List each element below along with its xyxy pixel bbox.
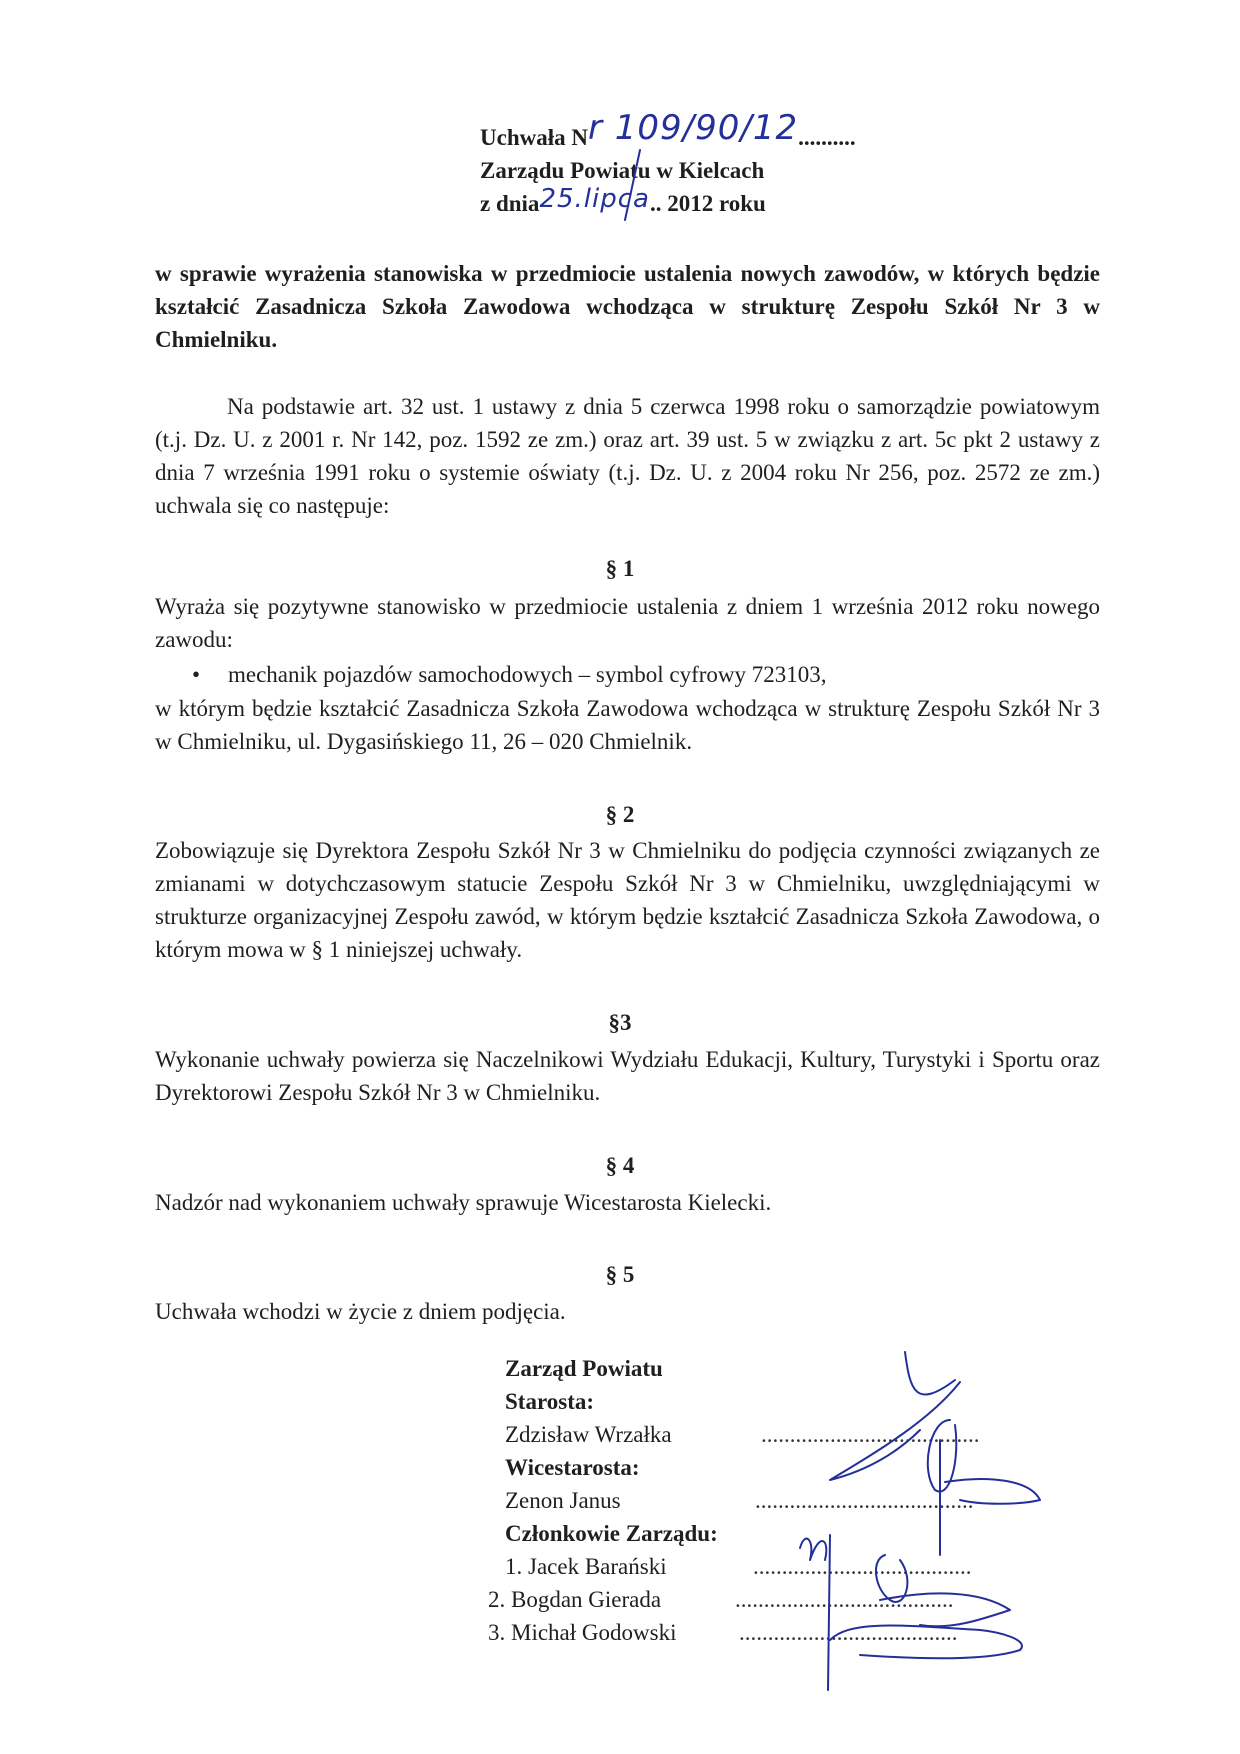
section-5-text: Uchwała wchodzi w życie z dniem podjęcia. bbox=[155, 1299, 566, 1324]
signature-line-starosta: ...................................... bbox=[761, 1422, 980, 1447]
section-5-heading: § 5 bbox=[605, 1262, 635, 1287]
date-line bbox=[480, 184, 900, 220]
starosta-name: Zdzisław Wrzałka bbox=[505, 1422, 672, 1447]
section-1-heading: § 1 bbox=[605, 556, 635, 581]
signature-line-member-2: ...................................... bbox=[735, 1587, 954, 1612]
date-prefix: z dnia bbox=[480, 191, 540, 216]
section-4-heading: § 4 bbox=[605, 1153, 635, 1178]
section-1-text: Wyraża się pozytywne stanowisko w przedmiocie ustalenia z dniem 1 września 2012 roku nowego zawodu: bbox=[155, 594, 1100, 652]
signature-block bbox=[488, 1352, 980, 1649]
handwritten-date: 25.lipca bbox=[539, 184, 650, 214]
resolution-number-dots: .......... bbox=[798, 125, 856, 150]
section-3-heading: §3 bbox=[608, 1010, 632, 1035]
bullet-icon: • bbox=[192, 662, 201, 687]
section-1-bullet bbox=[192, 658, 827, 691]
resolution-number-prefix: Uchwała N bbox=[480, 125, 588, 150]
member-1-row bbox=[505, 1550, 972, 1583]
section-2-text: Zobowiązuje się Dyrektora Zespołu Szkół Nr 3 w Chmielniku do podjęcia czynności związanych ze zmianami w dotychczasowym statucie Zespołu Szkół Nr 3 w Chmielniku, uwzględniającymi w strukturze organizacyjnej Zespołu zawód, w którym będzie kształcić Zasadnicza Szkoła Zawodowa, o którym mowa w § 1 niniejszej uchwały. bbox=[155, 838, 1100, 962]
handwritten-resolution-number: r 109/90/12 bbox=[587, 108, 799, 148]
section-3-text: Wykonanie uchwały powierza się Naczelnikowi Wydziału Edukacji, Kultury, Turystyki i Sportu oraz Dyrektorowi Zespołu Szkół Nr 3 w Chmielniku. bbox=[155, 1047, 1100, 1105]
resolution-header bbox=[480, 108, 900, 220]
signature-line-member-1: ...................................... bbox=[753, 1554, 972, 1579]
resolution-subject: w sprawie wyrażenia stanowiska w przedmiocie ustalenia nowych zawodów, w których będzie kształcić Zasadnicza Szkoła Zawodowa wchodząca w strukturę Zespołu Szkół Nr 3 w Chmielniku. bbox=[155, 261, 1100, 352]
issuer-line: Zarządu Powiatu w Kielcach bbox=[480, 158, 765, 183]
resolution-number-line bbox=[480, 108, 900, 154]
starosta-row bbox=[505, 1418, 980, 1451]
members-label: Członkowie Zarządu: bbox=[505, 1521, 718, 1546]
member-1-name: 1. Jacek Barański bbox=[505, 1554, 667, 1579]
starosta-signature bbox=[830, 1352, 960, 1480]
date-suffix: .. 2012 roku bbox=[649, 191, 766, 216]
member-2-row bbox=[488, 1583, 954, 1616]
member-3-name: 3. Michał Godowski bbox=[488, 1620, 677, 1645]
signature-line-member-3: ...................................... bbox=[739, 1620, 958, 1645]
wicestarosta-name: Zenon Janus bbox=[505, 1488, 621, 1513]
starosta-label: Starosta: bbox=[505, 1389, 595, 1414]
member-2-name: 2. Bogdan Gierada bbox=[488, 1587, 662, 1612]
section-1-bullet-text: mechanik pojazdów samochodowych – symbol cyfrowy 723103, bbox=[228, 662, 827, 687]
member-3-row bbox=[488, 1616, 958, 1649]
section-2-heading: § 2 bbox=[605, 802, 635, 827]
wicestarosta-label: Wicestarosta: bbox=[505, 1455, 640, 1480]
section-1-text-after: w którym będzie kształcić Zasadnicza Szkoła Zawodowa wchodząca w strukturę Zespołu Szkół Nr 3 w Chmielniku, ul. Dygasińskiego 11, 26 – 020 Chmielnik. bbox=[155, 696, 1100, 754]
signature-line-wicestarosta: ...................................... bbox=[755, 1488, 974, 1513]
wicestarosta-row bbox=[505, 1484, 974, 1517]
board-title: Zarząd Powiatu bbox=[505, 1356, 663, 1381]
section-4-text: Nadzór nad wykonaniem uchwały sprawuje Wicestarosta Kielecki. bbox=[155, 1190, 772, 1215]
preamble: Na podstawie art. 32 ust. 1 ustawy z dnia 5 czerwca 1998 roku o samorządzie powiatowym (t.j. Dz. U. z 2001 r. Nr 142, poz. 1592 ze zm.) oraz art. 39 ust. 5 w związku z art. 5c pkt 2 ustawy z dnia 7 września 1991 roku o systemie oświaty (t.j. Dz. U. z 2004 roku Nr 256, poz. 2572 ze zm.) uchwala się co następuje: bbox=[155, 394, 1100, 518]
